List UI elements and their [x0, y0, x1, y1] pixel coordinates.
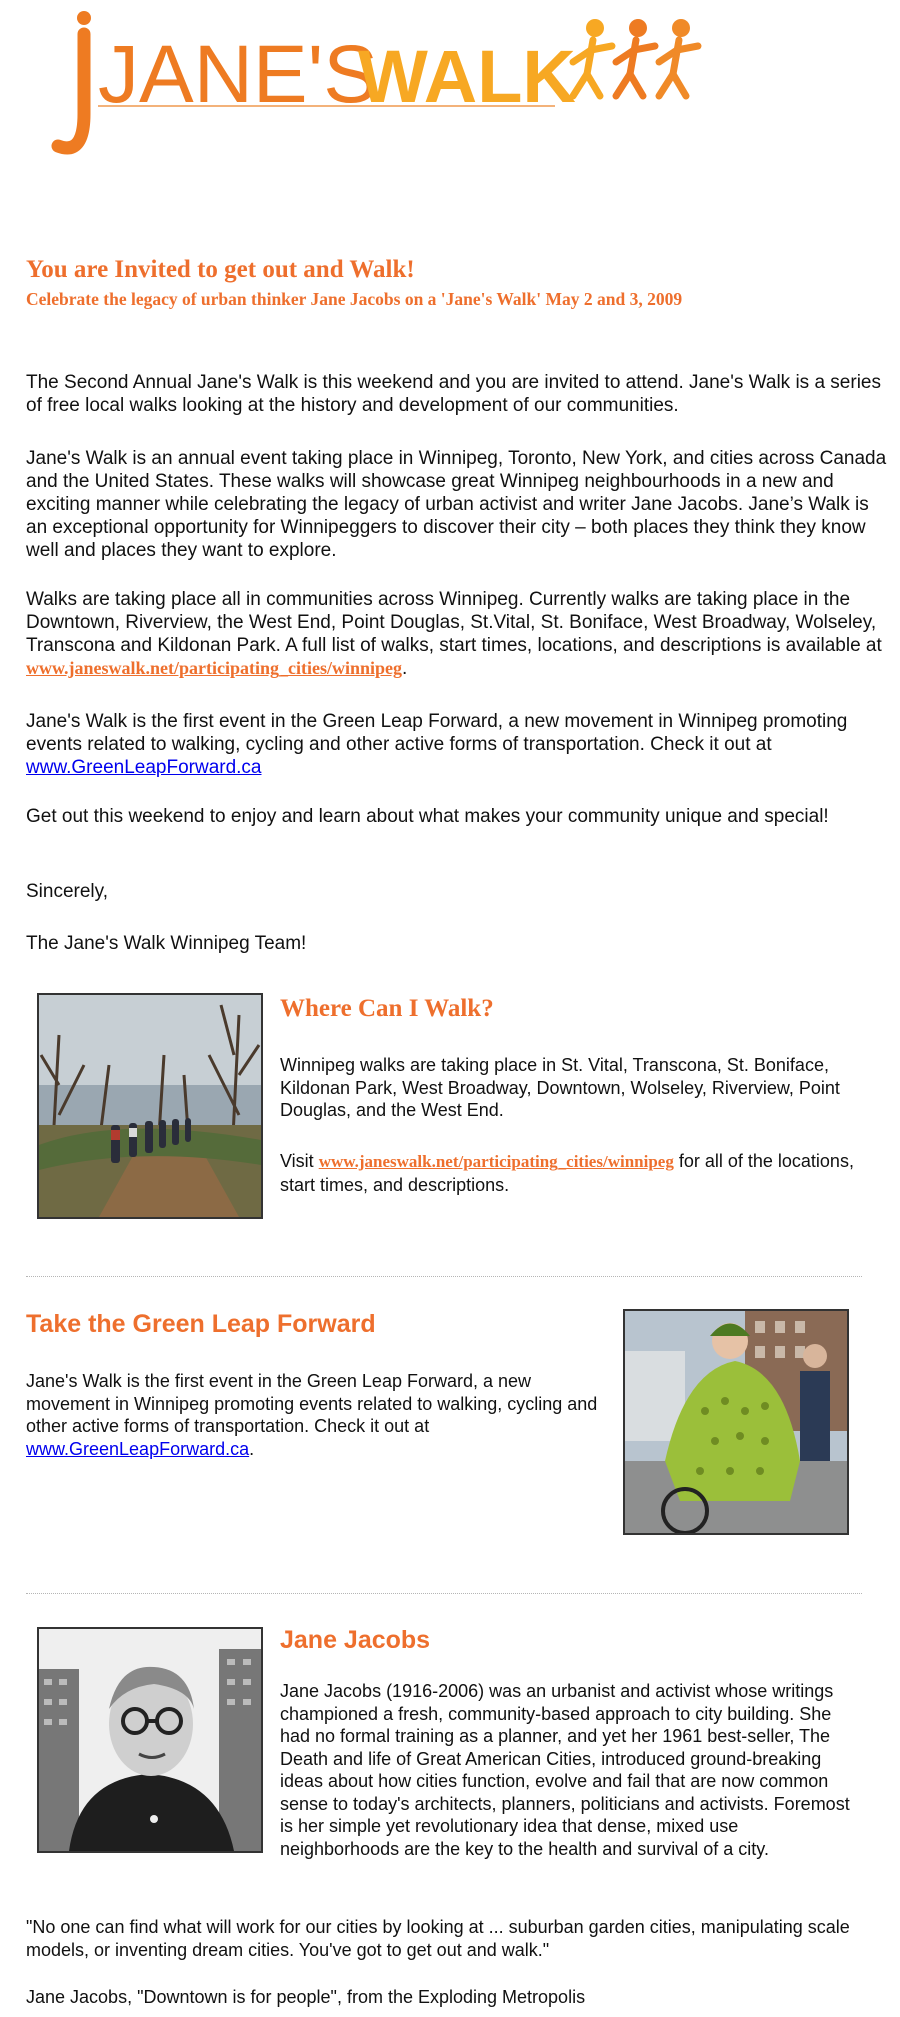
walks-paragraph-text: Walks are taking place all in communities across Winnipeg. Currently walks are taking place in the Downtown, Riverview, the West End, Point Douglas, St.Vital, St. Boniface, West Broadway, Wolseley, Transcona and Kildonan Park. A full list of walks, start times, locations, and descriptions is available at	[26, 589, 882, 656]
walks-paragraph-end: .	[402, 658, 408, 679]
green-leap-title: Take the Green Leap Forward	[26, 1310, 376, 1338]
invite-subtitle: Celebrate the legacy of urban thinker Jane Jacobs on a 'Jane's Walk' May 2 and 3, 2009	[26, 289, 683, 309]
walks-paragraph	[26, 588, 888, 680]
about-paragraph: Jane's Walk is an annual event taking place in Winnipeg, Toronto, New York, and cities across Canada and the United States. These walks will showcase great Winnipeg neighbourhoods in a new and exciting manner while celebrating the legacy of urban activist and writer Jane Jacobs. Jane’s Walk is an exceptional opportunity for Winnipeggers to discover their city – both places they think they know well and places they want to explore.	[26, 448, 887, 561]
where-can-i-walk-title: Where Can I Walk?	[280, 995, 494, 1022]
where-visit-post: for all of the locations, start times, and descriptions.	[280, 1151, 854, 1195]
where-visit-pre: Visit	[280, 1151, 314, 1171]
walkers-photo	[37, 993, 263, 1219]
where-walks-text: Winnipeg walks are taking place in St. Vital, Transcona, St. Boniface, Kildonan Park, West Broadway, Downtown, Wolseley, Riverview, Point Douglas, and the West End.	[280, 1055, 840, 1120]
invite-title: You are Invited to get out and Walk!	[26, 256, 415, 283]
green-leap-section-link[interactable]: www.GreenLeapForward.ca	[26, 1438, 250, 1459]
jane-jacobs-title: Jane Jacobs	[280, 1626, 431, 1654]
get-out-paragraph: Get out this weekend to enjoy and learn about what makes your community unique and special!	[26, 806, 829, 827]
green-leap-paragraph-text: Jane's Walk is the first event in the Green Leap Forward, a new movement in Winnipeg promoting events related to walking, cycling and other active forms of transportation. Check it out at	[26, 711, 848, 755]
jane-jacobs-bio: Jane Jacobs (1916-2006) was an urbanist and activist whose writings championed a fresh, community-based approach to city building. She had no formal training as a planner, and yet her 1961 best-seller, The Death and life of Great American Cities, introduced ground-breaking ideas about how cities function, evolve and fail that are now common sense to today's architects, planners, politicians and activists. Foremost is her simple yet revolutionary idea that dense, mixed use neighborhoods are the key to the health and survival of a city.	[280, 1681, 850, 1859]
green-leap-text-body: Jane's Walk is the first event in the Green Leap Forward, a new movement in Winnipeg promoting events related to walking, cycling and other active forms of transportation. Check it out at	[26, 1371, 598, 1436]
section-divider-2	[26, 1593, 862, 1594]
cyclist-photo	[623, 1309, 849, 1535]
section-divider	[26, 1276, 862, 1277]
sign-off: Sincerely,	[26, 881, 109, 902]
jane-jacobs-quote: "No one can find what will work for our cities by looking at ... suburban garden cities, manipulating scale models, or inventing dream cities. You've got to get out and walk."	[26, 1917, 850, 1960]
green-leap-text	[26, 1370, 606, 1460]
team-signature: The Jane's Walk Winnipeg Team!	[26, 933, 307, 954]
jane-jacobs-bio-block	[26, 1680, 856, 1862]
where-visit-text	[280, 1150, 880, 1196]
where-participating-cities-link[interactable]: www.janeswalk.net/participating_cities/winnipeg	[318, 1152, 674, 1171]
green-leap-link[interactable]: www.GreenLeapForward.ca	[26, 757, 262, 778]
logo-janes-text: JANE'S	[98, 29, 378, 120]
photo-float-spacer	[26, 1680, 280, 1862]
intro-paragraph: The Second Annual Jane's Walk is this weekend and you are invited to attend. Jane's Walk is a series of free local walks looking at the history and development of our communities.	[26, 372, 881, 416]
janes-walk-logo	[40, 6, 730, 166]
green-leap-text-end: .	[249, 1438, 255, 1459]
green-leap-paragraph	[26, 710, 888, 779]
jane-jacobs-citation: Jane Jacobs, "Downtown is for people", from the Exploding Metropolis	[26, 1987, 586, 2007]
logo-walk-text: WALK	[358, 35, 576, 118]
participating-cities-link[interactable]: www.janeswalk.net/participating_cities/winnipeg	[26, 658, 403, 678]
walking-people-icon	[573, 19, 698, 96]
